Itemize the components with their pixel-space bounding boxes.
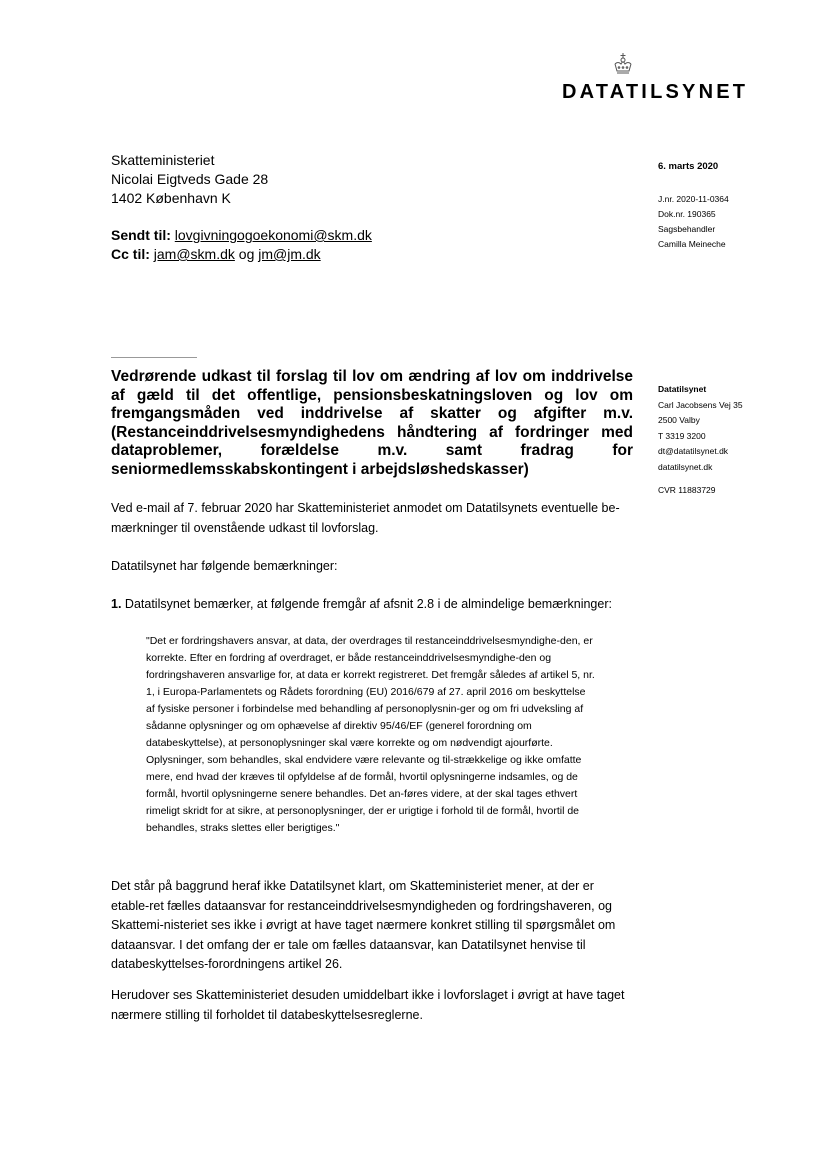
cc-email-link-2[interactable]: jm@jm.dk bbox=[258, 246, 321, 262]
letter-date: 6. marts 2020 bbox=[658, 161, 719, 172]
cc-til-line bbox=[111, 245, 321, 264]
sender-website: datatilsynet.dk bbox=[658, 461, 713, 472]
sender-street: Carl Jacobsens Vej 35 bbox=[658, 399, 743, 410]
sender-phone: T 3319 3200 bbox=[658, 430, 706, 441]
sender-name: Datatilsynet bbox=[658, 384, 707, 394]
case-handler-name: Camilla Meineche bbox=[658, 239, 726, 249]
letter-heading: Vedrørende udkast til forslag til lov om ændring af lov om inddrivelse af gæld til det offentlige, pensionsbeskatningsloven og lov om fremgangsmåden ved inddrivelse af skatter og afgifter m.v. (Restanceinddrivelsesmyndighedens håndtering af fordringer med dataproblemer, forældelse m.v. samt fradrag for seniormedlemsskabskontingent i arbejdsløshedskasser) bbox=[111, 368, 633, 478]
sender-email: dt@datatilsynet.dk bbox=[658, 446, 729, 456]
recipient-city: 1402 København K bbox=[111, 190, 231, 206]
sender-city: 2500 Valby bbox=[658, 415, 700, 425]
body-paragraph-2: Datatilsynet har følgende bemærkninger: bbox=[111, 559, 338, 573]
cc-og: og bbox=[238, 246, 255, 262]
body-paragraph-1: Ved e-mail af 7. februar 2020 har Skatteministeriet anmodet om Datatilsynets eventuelle be-mærkninger til ovenstående udkast til lovforslag. bbox=[111, 501, 620, 535]
recipient-street: Nicolai Eigtveds Gade 28 bbox=[111, 171, 269, 187]
sender-cvr: CVR 11883729 bbox=[658, 485, 716, 495]
sender-contact-block bbox=[658, 382, 743, 499]
point-text: Datatilsynet bemærker, at følgende fremgår af afsnit 2.8 i de almindelige bemærkninger: bbox=[124, 597, 612, 611]
cc-til-label: Cc til: bbox=[111, 246, 150, 262]
point-number: 1. bbox=[111, 597, 122, 611]
sendt-til-label: Sendt til: bbox=[111, 227, 171, 243]
body-paragraph-4: Det står på baggrund heraf ikke Datatilsynet klart, om Skatteministeriet mener, at der er etable-ret fælles dataansvar for restanceinddrivelsesmyndigheden og fordringshaveren, og Skattemi-nisteriet ses ikke i øvrigt at have taget nærmere konkret stilling til spørgsmålet om dataansvar. I det omfang der er tale om fælles dataansvar, kan Datatilsynet henvise til databeskyttelses-forordningens artikel 26. bbox=[111, 879, 616, 971]
logo-wordmark: DATATILSYNET bbox=[562, 81, 749, 103]
body-paragraph-5: Herudover ses Skatteministeriet desuden umiddelbart ikke i lovforslaget i øvrigt at have taget nærmere stilling til forholdet til databeskyttelsesreglerne. bbox=[111, 988, 625, 1022]
reference-block bbox=[658, 192, 729, 252]
sendt-til-line bbox=[111, 226, 372, 245]
document-number: Dok.nr. 190365 bbox=[658, 209, 716, 219]
body-paragraph-3 bbox=[111, 595, 632, 615]
cc-email-link-1[interactable]: jam@skm.dk bbox=[153, 246, 235, 262]
divider bbox=[111, 357, 197, 358]
case-handler-label: Sagsbehandler bbox=[658, 224, 716, 234]
recipient-address bbox=[111, 151, 268, 208]
crown-icon bbox=[612, 52, 634, 76]
journal-number: J.nr. 2020-11-0364 bbox=[658, 194, 729, 204]
recipient-name: Skatteministeriet bbox=[111, 152, 215, 168]
sendt-til-email-link[interactable]: lovgivningogoekonomi@skm.dk bbox=[174, 227, 372, 243]
block-quote: "Det er fordringshavers ansvar, at data, der overdrages til restanceinddrivelsesmyndighe-den, er korrekte. Efter en fordring af overdraget, er både restanceinddrivelsesmyndighe-den og fordringshaveren ansvarlige for, at data er korrekt registreret. Det fremgår således af artikel 5, nr. 1, i Europa-Parlamentets og Rådets forordning (EU) 2016/679 af 27. april 2016 om beskyttelse af fysiske personer i forbindelse med behandling af personoplysnin-ger og om fri udveksling af sådanne oplysninger og om ophævelse af direktiv 95/46/EF (generel forordning om databeskyttelse), at personoplysninger skal være korrekte og om nødvendigt ajourførte. Oplysninger, som behandles, skal endvidere være relevante og til-strækkelige og ikke omfatte mere, end hvad der kræves til opfyldelse af de formål, hvortil oplysningerne indsamles, og de formål, hvortil oplysningerne senere behandles. Det an-føres videre, at der skal tages ethvert rimeligt skridt for at sikre, at personoplysninger, der er urigtige i forhold til de formål, hvortil de behandles, straks slettes eller berigtiges." bbox=[146, 635, 595, 834]
